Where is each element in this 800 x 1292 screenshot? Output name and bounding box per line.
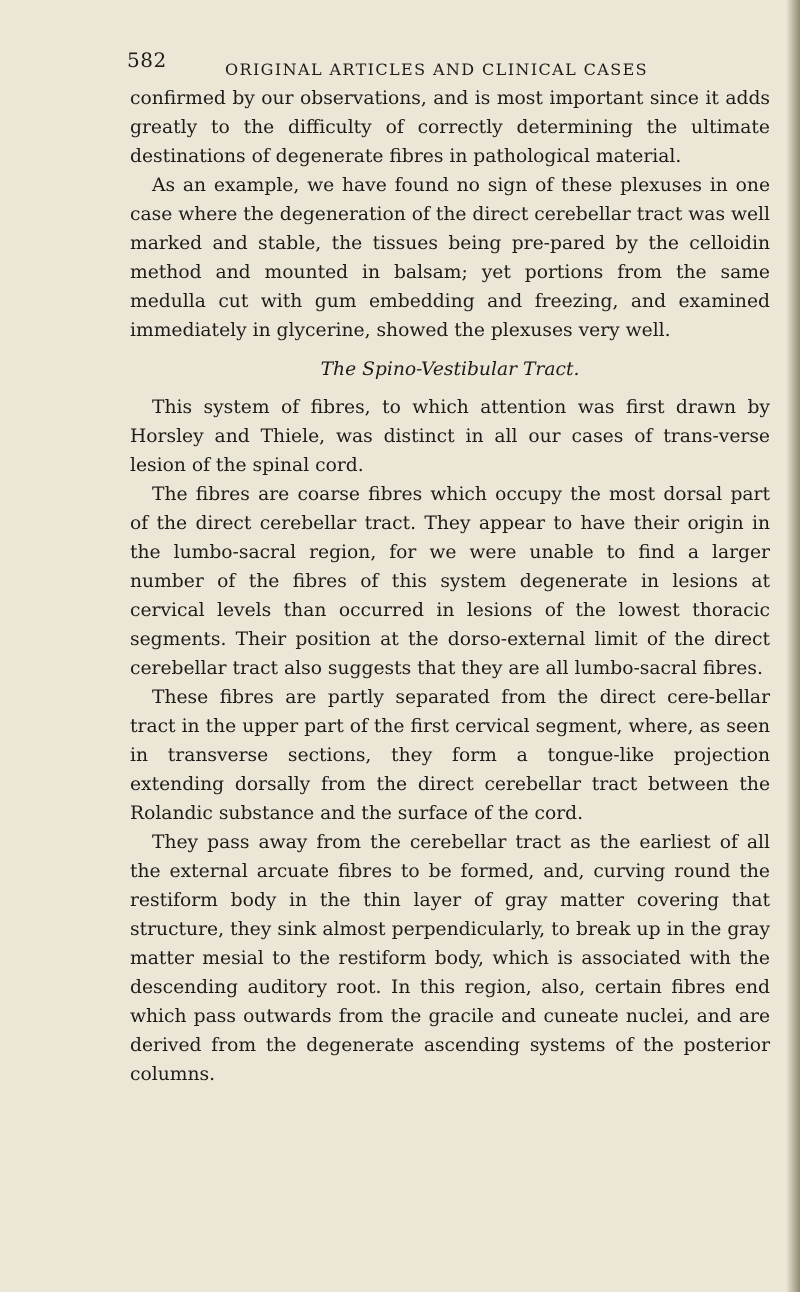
paragraph-fibre-separation: These fibres are partly separated from the direct cere-bellar tract in the upper part of the first cervical segment, where, as seen in transverse sections, they form a tongue-like projection extending dorsally from the direct cerebellar tract between the Rolandic substance and the surface of the cord. [130, 687, 770, 824]
body-text [130, 84, 770, 1089]
paragraph-system-intro: This system of fibres, to which attention was first drawn by Horsley and Thiele, was distinct in all our cases of trans-verse lesion of the spinal cord. [130, 397, 770, 476]
paragraph-fibre-origin: The fibres are coarse fibres which occupy the most dorsal part of the direct cerebellar tract. They appear to have their origin in the lumbo-sacral region, for we were unable to find a larger number of the fibres of this system degenerate in lesions at cervical levels than occurred in lesions of the lowest thoracic segments. Their position at the dorso-external limit of the direct cerebellar tract also suggests that they are all lumbo-sacral fibres. [130, 484, 770, 679]
running-head [127, 40, 767, 80]
paragraph-example: As an example, we have found no sign of these plexuses in one case where the degeneration of the direct cerebellar tract was well marked and stable, the tissues being pre-pared by the celloidin method and mounted in balsam; yet portions from the same medulla cut with gum embedding and freezing, and examined immediately in glycerine, showed the plexuses very well. [130, 175, 770, 341]
paragraph-continued: confirmed by our observations, and is most important since it adds greatly to the difficulty of correctly determining the ultimate destinations of degenerate fibres in pathological material. [130, 88, 770, 167]
running-title: ORIGINAL ARTICLES AND CLINICAL CASES [225, 60, 649, 79]
section-heading: The Spino-Vestibular Tract. [320, 359, 580, 380]
page-edge-shadow [786, 0, 800, 1292]
paragraph-fibre-course: They pass away from the cerebellar tract as the earliest of all the external arcuate fibres to be formed, and, curving round the restiform body in the thin layer of gray matter covering that structure, they sink almost perpendicularly, to break up in the gray matter mesial to the restiform body, which is associated with the descending auditory root. In this region, also, certain fibres end which pass outwards from the gracile and cuneate nuclei, and are derived from the degenerate ascending systems of the posterior columns. [130, 832, 770, 1085]
page-number: 582 [127, 48, 167, 72]
